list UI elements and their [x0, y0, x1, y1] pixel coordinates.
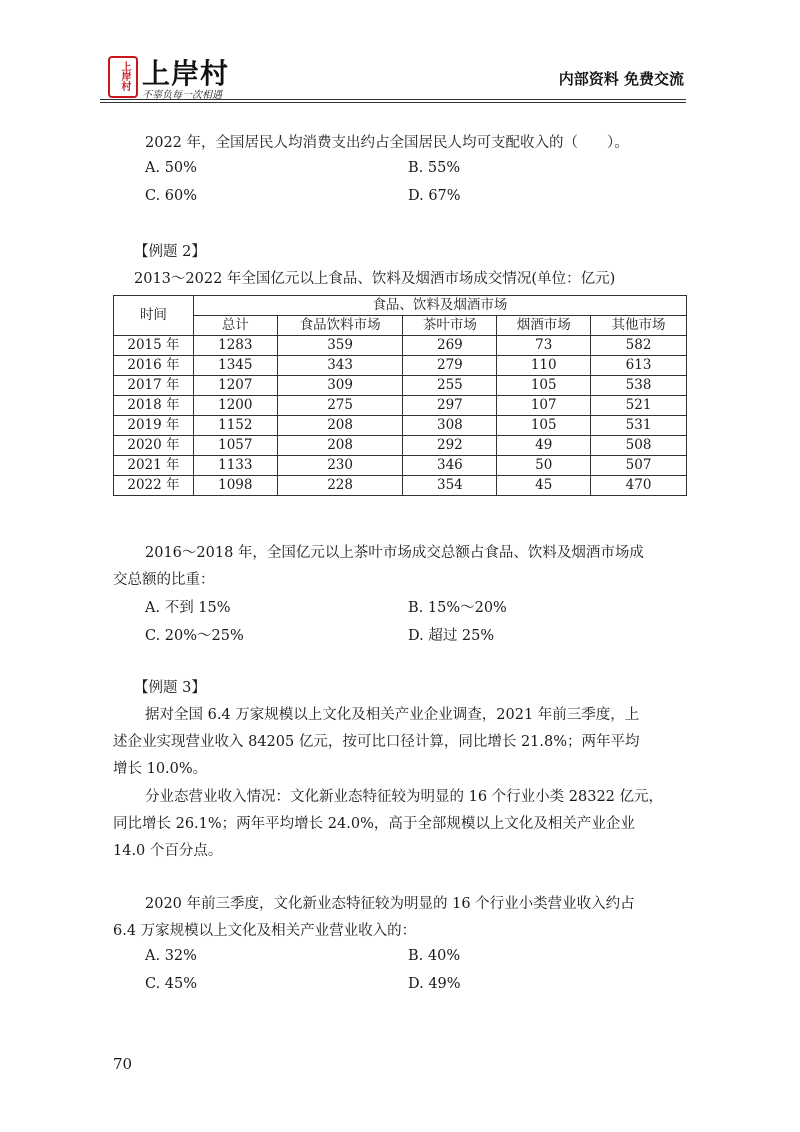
table-header-row [114, 296, 687, 316]
table-cell: 1057 [193, 436, 277, 456]
example3-question-line2: 6.4 万家规模以上文化及相关产业营业收入的： [113, 923, 417, 939]
table-cell: 346 [403, 456, 497, 476]
table-cell: 73 [497, 336, 591, 356]
table-row [114, 456, 687, 476]
q1-option-d: D. 67% [408, 188, 461, 204]
logo-name: 上岸村 [142, 57, 230, 90]
table-cell: 105 [497, 376, 591, 396]
table-cell: 297 [403, 396, 497, 416]
table-row [114, 416, 687, 436]
header-rule-thin [100, 102, 686, 103]
table-cell: 521 [591, 396, 687, 416]
logo-seal-text: 上岸村 [119, 61, 130, 91]
table-cell: 2015 年 [114, 336, 194, 356]
example2-option-b: B. 15%～20% [408, 600, 507, 616]
table-cell: 45 [497, 476, 591, 496]
table-cell: 2020 年 [114, 436, 194, 456]
table-row [114, 336, 687, 356]
example3-option-a: A. 32% [145, 948, 197, 964]
table-cell: 110 [497, 356, 591, 376]
table-row [114, 376, 687, 396]
table-cell: 275 [277, 396, 403, 416]
example3-para2-line3: 14.0 个百分点。 [113, 843, 223, 859]
table-cell: 2022 年 [114, 476, 194, 496]
header-rule [100, 99, 686, 100]
table-cell: 208 [277, 416, 403, 436]
example3-option-d: D. 49% [408, 976, 461, 992]
table-cell: 292 [403, 436, 497, 456]
q1-option-a: A. 50% [145, 160, 197, 176]
example2-table-title: 2013～2022 年全国亿元以上食品、饮料及烟酒市场成交情况(单位：亿元) [134, 271, 616, 287]
table-cell: 613 [591, 356, 687, 376]
table-cell: 107 [497, 396, 591, 416]
table-cell: 230 [277, 456, 403, 476]
table-row [114, 396, 687, 416]
example3-para1-line2: 述企业实现营业收入 84205 亿元，按可比口径计算，同比增长 21.8%；两年平均 [113, 734, 640, 750]
table-cell: 1098 [193, 476, 277, 496]
example2-question-line2: 交总额的比重： [113, 572, 215, 588]
table-cell: 1207 [193, 376, 277, 396]
logo-seal-icon [108, 56, 138, 98]
table-cell: 507 [591, 456, 687, 476]
example3-para1-line1: 据对全国 6.4 万家规模以上文化及相关产业企业调查，2021 年前三季度，上 [145, 707, 640, 723]
table-cell: 2021 年 [114, 456, 194, 476]
group-header: 食品、饮料及烟酒市场 [193, 296, 686, 316]
table-row [114, 436, 687, 456]
table-cell: 255 [403, 376, 497, 396]
table-cell: 308 [403, 416, 497, 436]
example3-label: 【例题 3】 [134, 680, 206, 696]
example3-para2-line2: 同比增长 26.1%；两年平均增长 24.0%，高于全部规模以上文化及相关产业企业 [113, 816, 635, 832]
column-header: 烟酒市场 [497, 316, 591, 336]
table-cell: 2018 年 [114, 396, 194, 416]
column-header: 总计 [193, 316, 277, 336]
table-subheader-row [114, 316, 687, 336]
table-cell: 279 [403, 356, 497, 376]
table-cell: 359 [277, 336, 403, 356]
column-header: 茶叶市场 [403, 316, 497, 336]
table-cell: 538 [591, 376, 687, 396]
market-table [113, 295, 687, 496]
table-cell: 1200 [193, 396, 277, 416]
example3-option-c: C. 45% [145, 976, 198, 992]
table-cell: 2017 年 [114, 376, 194, 396]
table-cell: 470 [591, 476, 687, 496]
example2-label: 【例题 2】 [134, 244, 206, 260]
table-cell: 105 [497, 416, 591, 436]
page-header [100, 52, 686, 100]
table-cell: 1152 [193, 416, 277, 436]
example2-question-line1: 2016～2018 年，全国亿元以上茶叶市场成交总额占食品、饮料及烟酒市场成 [145, 545, 644, 561]
table-cell: 2019 年 [114, 416, 194, 436]
q1-option-c: C. 60% [145, 188, 198, 204]
table-cell: 1345 [193, 356, 277, 376]
column-header: 食品饮料市场 [277, 316, 403, 336]
time-header: 时间 [114, 296, 194, 336]
table-cell: 582 [591, 336, 687, 356]
table-row [114, 476, 687, 496]
table-cell: 1283 [193, 336, 277, 356]
example3-option-b: B. 40% [408, 948, 461, 964]
example2-option-c: C. 20%～25% [145, 628, 244, 644]
table-row [114, 356, 687, 376]
table-cell: 531 [591, 416, 687, 436]
example2-option-a: A. 不到 15% [145, 600, 231, 616]
header-right-text: 内部资料 免费交流 [558, 70, 684, 88]
column-header: 其他市场 [591, 316, 687, 336]
table-cell: 508 [591, 436, 687, 456]
table-cell: 49 [497, 436, 591, 456]
example3-question-line1: 2020 年前三季度，文化新业态特征较为明显的 16 个行业小类营业收入约占 [145, 896, 635, 912]
table-cell: 354 [403, 476, 497, 496]
example3-para1-line3: 增长 10.0%。 [113, 761, 208, 777]
q1-option-b: B. 55% [408, 160, 461, 176]
example2-option-d: D. 超过 25% [408, 628, 495, 644]
table-cell: 309 [277, 376, 403, 396]
example3-para2-line1: 分业态营业收入情况：文化新业态特征较为明显的 16 个行业小类 28322 亿元， [145, 789, 664, 805]
table-cell: 1133 [193, 456, 277, 476]
table-cell: 50 [497, 456, 591, 476]
q1-question: 2022 年，全国居民人均消费支出约占全国居民人均可支配收入的（ ）。 [145, 135, 629, 151]
table-cell: 2016 年 [114, 356, 194, 376]
logo-slogan: 不辜负每一次相遇 [142, 90, 222, 101]
table-cell: 208 [277, 436, 403, 456]
page-number: 70 [113, 1055, 133, 1073]
table-cell: 228 [277, 476, 403, 496]
table-cell: 343 [277, 356, 403, 376]
table-cell: 269 [403, 336, 497, 356]
